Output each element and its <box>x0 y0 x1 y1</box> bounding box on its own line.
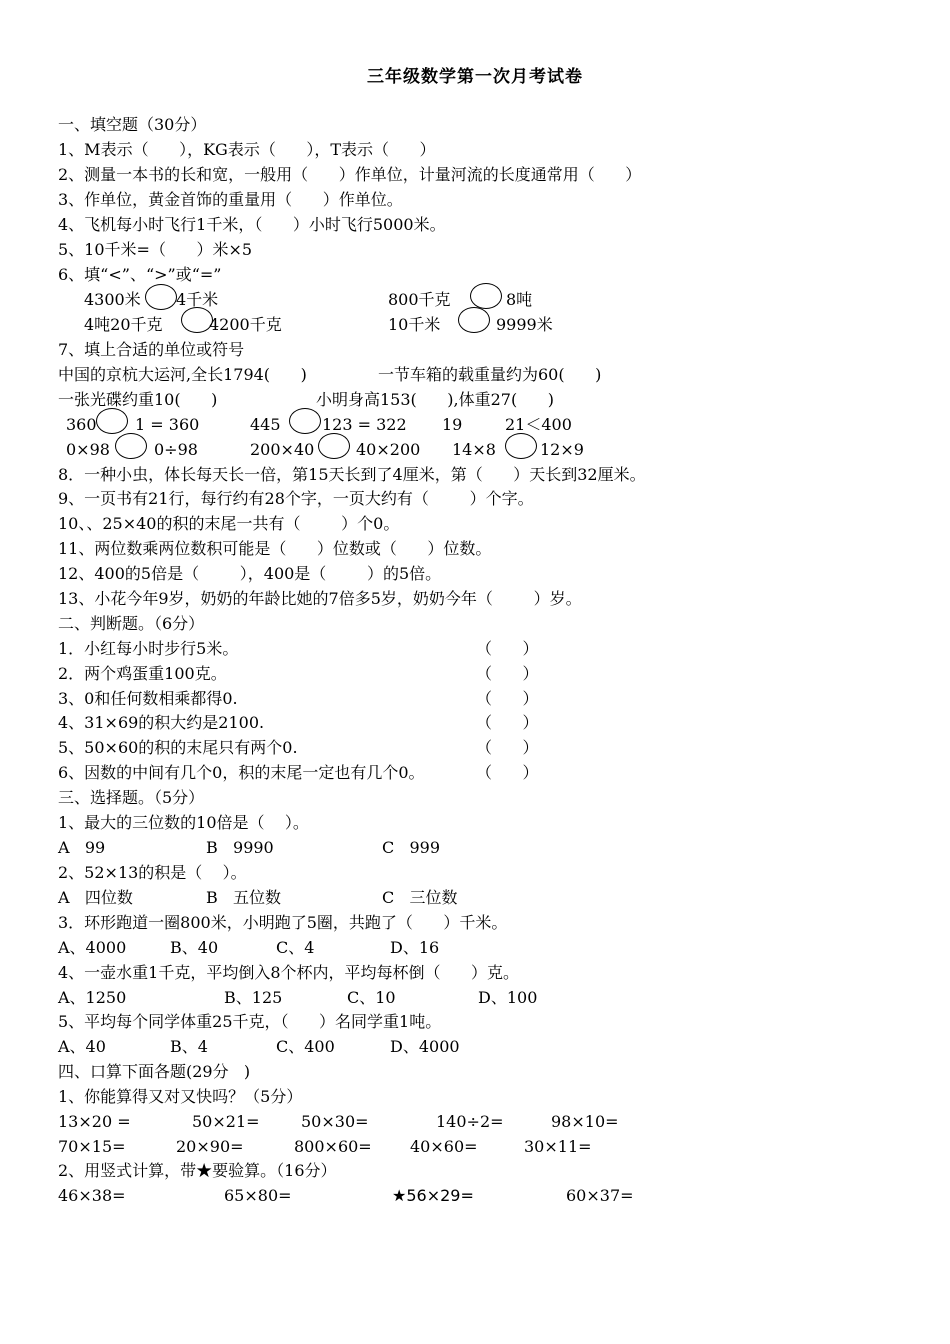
choice-option: B 五位数 <box>206 888 282 907</box>
section2-heading: 二、判断题。（6分） <box>58 614 205 633</box>
choice-option: B、4 <box>170 1037 208 1056</box>
symbol-right: 1 = 360 <box>135 415 200 434</box>
q1-1: 1、M表示（ ），KG表示（ ），T表示（ ） <box>58 140 436 159</box>
calc-item: 60×37= <box>566 1186 634 1205</box>
calc-item: 40×60= <box>410 1137 478 1156</box>
judge-item: 1．小红每小时步行5米。 <box>58 639 239 658</box>
q1-2: 2、测量一本书的长和宽，一般用（ ）作单位，计量河流的长度通常用（ ） <box>58 165 642 184</box>
symbol-left: 14×8 <box>452 440 496 459</box>
q1-7d: 小明身高153( ),体重27( ) <box>316 390 554 409</box>
choice-option: C、4 <box>276 938 315 957</box>
choice-option: A 99 <box>58 838 106 857</box>
calc-q2: 2、用竖式计算，带★要验算。（16分） <box>58 1161 337 1180</box>
choice-option: B、40 <box>170 938 219 957</box>
choice-option: C 三位数 <box>382 888 458 907</box>
compare-circle <box>505 433 537 459</box>
answer-paren: （ ） <box>476 763 539 782</box>
choice-option: A、4000 <box>58 938 127 957</box>
symbol-right: 12×9 <box>540 440 584 459</box>
exam-title: 三年级数学第一次月考试卷 <box>367 67 583 87</box>
choice-option: A、1250 <box>58 988 127 1007</box>
q1-7: 7、填上合适的单位或符号 <box>58 340 245 359</box>
q1-11: 11、两位数乘两位数积可能是（ ）位数或（ ）位数。 <box>58 539 492 558</box>
answer-paren: （ ） <box>476 689 539 708</box>
q1-10: 10、、25×40的积的末尾一共有（ ）个0。 <box>58 514 400 533</box>
compare-left: 4300米 <box>84 290 141 309</box>
q1-3: 3、作单位，黄金首饰的重量用（ ）作单位。 <box>58 190 403 209</box>
calc-item: 13×20 = <box>58 1112 131 1131</box>
choice-q2: 2、52×13的积是（ ）。 <box>58 863 247 882</box>
choice-option: B 9990 <box>206 838 274 857</box>
compare-left: 800千克 <box>388 290 451 309</box>
choice-q3: 3．环形跑道一圈800米，小明跑了5圈，共跑了（ ）千米。 <box>58 913 508 932</box>
q1-7b: 一节车箱的载重量约为60( ) <box>378 365 602 384</box>
calc-item: 50×30= <box>301 1112 369 1131</box>
symbol-left: 360 <box>66 415 97 434</box>
symbol-right: 0÷98 <box>154 440 198 459</box>
compare-circle <box>289 408 321 434</box>
calc-q1: 1、你能算得又对又快吗？（5分） <box>58 1087 303 1106</box>
compare-circle <box>96 408 128 434</box>
compare-circle <box>318 433 350 459</box>
choice-option: C、10 <box>347 988 396 1007</box>
calc-item: 65×80= <box>224 1186 292 1205</box>
compare-right: 9999米 <box>496 315 553 334</box>
answer-paren: （ ） <box>476 738 539 757</box>
compare-left: 4吨20千克 <box>84 315 163 334</box>
q1-5: 5、10千米=（ ）米×5 <box>58 240 253 259</box>
section3-heading: 三、选择题。（5分） <box>58 788 205 807</box>
compare-circle <box>470 283 502 309</box>
calc-item: 800×60= <box>294 1137 372 1156</box>
judge-item: 5、50×60的积的末尾只有两个0. <box>58 738 298 757</box>
q1-9: 9、一页书有21行，每行约有28个字，一页大约有（ ）个字。 <box>58 489 534 508</box>
compare-right: 8吨 <box>506 290 533 309</box>
calc-item: 46×38= <box>58 1186 126 1205</box>
symbol-left: 19 <box>442 415 463 434</box>
q1-4: 4、飞机每小时飞行1千米，（ ）小时飞行5000米。 <box>58 215 446 234</box>
choice-q4: 4、一壶水重1千克，平均倒入8个杯内，平均每杯倒（ ）克。 <box>58 963 520 982</box>
symbol-left: 0×98 <box>66 440 110 459</box>
calc-item: 98×10= <box>551 1112 619 1131</box>
choice-option: C 999 <box>382 838 441 857</box>
symbol-left: 200×40 <box>250 440 315 459</box>
compare-left: 10千米 <box>388 315 441 334</box>
choice-option: A、40 <box>58 1037 106 1056</box>
compare-circle <box>458 307 490 333</box>
choice-option: D、16 <box>390 938 440 957</box>
section1-heading: 一、填空题（30分） <box>58 115 207 134</box>
calc-item: 70×15= <box>58 1137 126 1156</box>
q1-6: 6、填“<”、“>”或“=” <box>58 265 222 284</box>
q1-13: 13、小花今年9岁，奶奶的年龄比她的7倍多5岁，奶奶今年（ ）岁。 <box>58 589 582 608</box>
symbol-right: 21＜400 <box>505 415 572 434</box>
calc-item: 50×21= <box>192 1112 260 1131</box>
choice-option: D、100 <box>478 988 538 1007</box>
choice-option: C、400 <box>276 1037 335 1056</box>
q1-12: 12、400的5倍是（ ），400是（ ）的5倍。 <box>58 564 442 583</box>
choice-option: A 四位数 <box>58 888 133 907</box>
compare-circle <box>115 433 147 459</box>
answer-paren: （ ） <box>476 713 539 732</box>
calc-item: 30×11= <box>524 1137 592 1156</box>
judge-item: 4、31×69的积大约是2100. <box>58 713 265 732</box>
compare-right: 4千米 <box>176 290 219 309</box>
answer-paren: （ ） <box>476 639 539 658</box>
choice-option: B、125 <box>224 988 283 1007</box>
q1-7c: 一张光碟约重10( ) <box>58 390 218 409</box>
answer-paren: （ ） <box>476 664 539 683</box>
symbol-left: 445 <box>250 415 281 434</box>
judge-item: 3、0和任何数相乘都得0. <box>58 689 238 708</box>
calc-item: 140÷2= <box>436 1112 504 1131</box>
calc-item: 20×90= <box>176 1137 244 1156</box>
compare-circle <box>145 284 177 310</box>
choice-option: D、4000 <box>390 1037 460 1056</box>
choice-q5: 5、平均每个同学体重25千克，（ ）名同学重1吨。 <box>58 1012 442 1031</box>
judge-item: 6、因数的中间有几个0，积的末尾一定也有几个0。 <box>58 763 425 782</box>
q1-8: 8．一种小虫，体长每天长一倍，第15天长到了4厘米，第（ ）天长到32厘米。 <box>58 465 646 484</box>
q1-7a: 中国的京杭大运河,全长1794( ) <box>58 365 307 384</box>
calc-item-star: ★56×29= <box>392 1186 474 1205</box>
symbol-right: 123 = 322 <box>322 415 407 434</box>
compare-right: 4200千克 <box>209 315 282 334</box>
choice-q1: 1、最大的三位数的10倍是（ ）。 <box>58 813 309 832</box>
judge-item: 2．两个鸡蛋重100克。 <box>58 664 227 683</box>
section4-heading: 四、口算下面各题(29分 ) <box>58 1062 251 1081</box>
symbol-right: 40×200 <box>356 440 421 459</box>
